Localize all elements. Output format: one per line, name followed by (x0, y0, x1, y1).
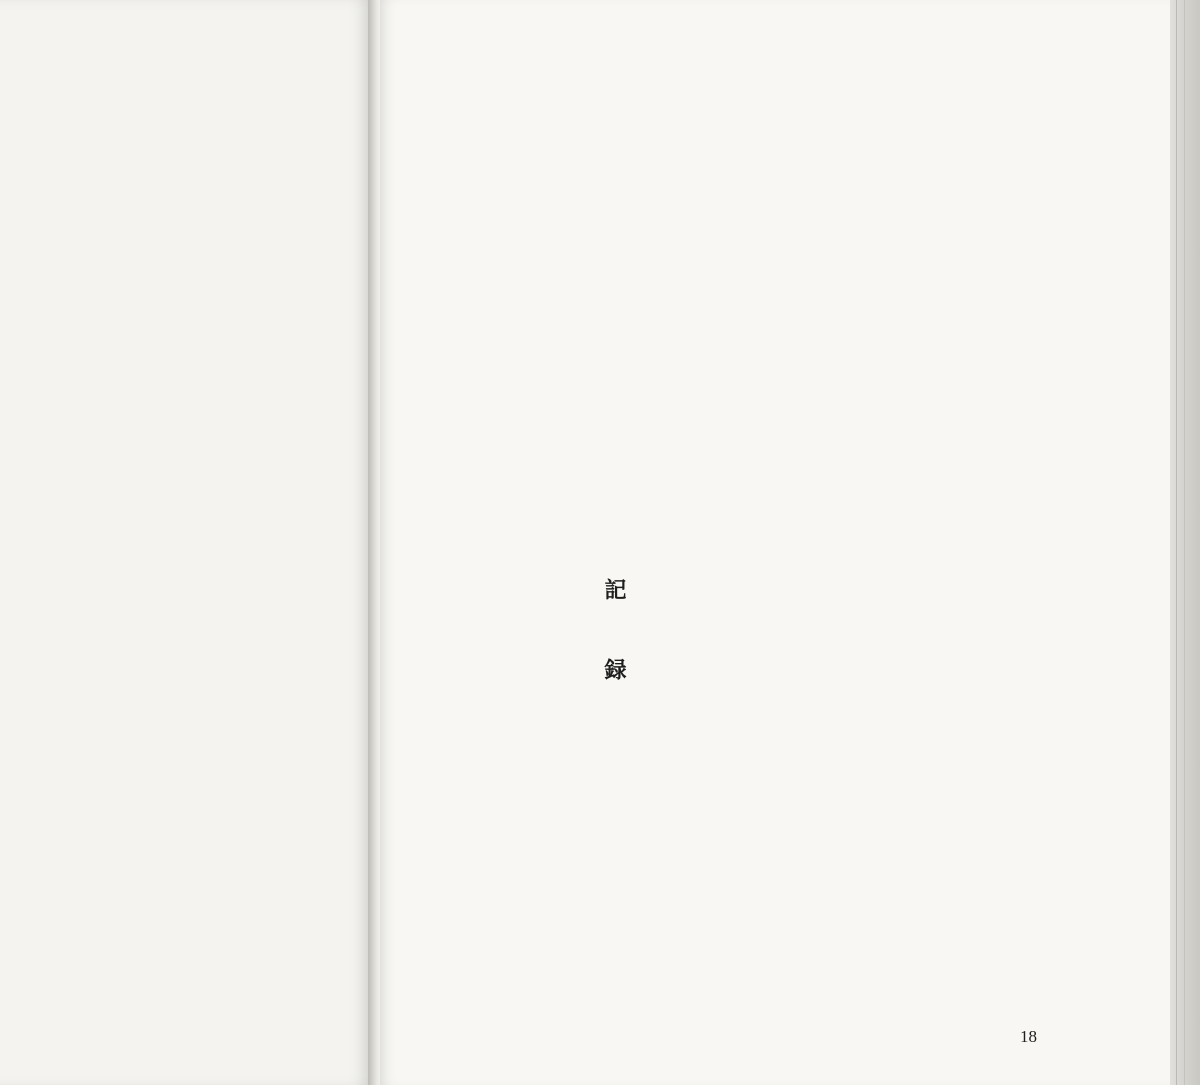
page-edges (1170, 0, 1200, 1085)
page-number: 18 (1020, 1027, 1037, 1046)
toc-left-top (192, 125, 292, 525)
left-page (0, 0, 372, 1085)
toc-left-bottom (190, 588, 290, 1008)
toc-right-top (388, 50, 1040, 500)
record-heading: 記 録 (601, 578, 626, 698)
toc-right-bottom (680, 583, 1040, 1003)
toc-records (412, 583, 582, 1003)
